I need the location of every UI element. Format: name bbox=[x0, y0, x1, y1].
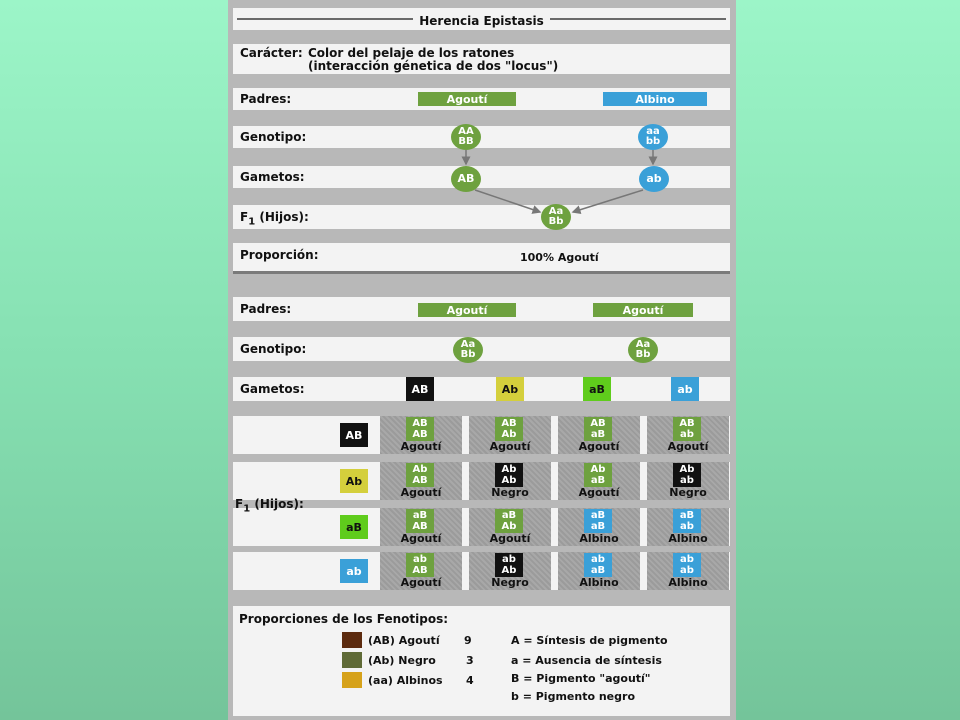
cross2-parent1-agouti: Agoutí bbox=[418, 303, 516, 317]
punnett-cell bbox=[469, 552, 551, 590]
allele-pair: ab bbox=[591, 554, 605, 565]
punnett-cell bbox=[469, 508, 551, 546]
allele-pair: AB bbox=[412, 418, 428, 429]
punnett-cell bbox=[380, 416, 462, 454]
genotype-box bbox=[584, 417, 612, 441]
f1-allele: Bb bbox=[548, 216, 564, 227]
genotype-box bbox=[495, 463, 523, 487]
allele-pair: AB bbox=[412, 565, 428, 576]
row-gamete-aB: aB bbox=[340, 515, 368, 539]
cross1-gamete2-oval: ab bbox=[639, 166, 669, 192]
phenotype-label: Albino bbox=[668, 532, 708, 545]
cross2-geno1-oval bbox=[453, 337, 483, 363]
genotype-box bbox=[584, 553, 612, 577]
geno-allele: aa bbox=[646, 126, 660, 137]
allele-pair: ab bbox=[680, 554, 694, 565]
f1-rest: (Hijos): bbox=[254, 497, 304, 511]
arrow-gamete1-to-f1 bbox=[475, 190, 540, 212]
phenotype-label: Agoutí bbox=[578, 486, 620, 499]
allele-pair: aB bbox=[590, 565, 606, 576]
punnett-cell bbox=[558, 462, 640, 500]
punnett-cell bbox=[558, 416, 640, 454]
cross2-padres-label: Padres: bbox=[240, 302, 292, 316]
punnett-cell bbox=[469, 462, 551, 500]
allele-pair: AB bbox=[412, 429, 428, 440]
legend-B: B = Pigmento "agoutí" bbox=[511, 672, 651, 685]
genotype-box bbox=[673, 463, 701, 487]
cross1-parent2-albino: Albino bbox=[603, 92, 707, 106]
punnett-cell bbox=[647, 552, 729, 590]
f1-allele: Aa bbox=[548, 206, 564, 217]
prop-albino-label: (aa) Albinos bbox=[368, 674, 443, 687]
allele-pair: aB bbox=[590, 510, 606, 521]
phenotype-label: Agoutí bbox=[578, 440, 620, 453]
allele-pair: aB bbox=[590, 475, 606, 486]
cross1-gametos-label: Gametos: bbox=[240, 170, 305, 184]
arrow-gamete2-to-f1 bbox=[573, 190, 643, 212]
punnett-cell bbox=[647, 462, 729, 500]
allele-pair: AB bbox=[412, 475, 428, 486]
gamete-ab: ab bbox=[671, 377, 699, 401]
f1-subscript: 1 bbox=[243, 503, 251, 515]
allele-pair: ab bbox=[413, 554, 427, 565]
genotype-box bbox=[673, 509, 701, 533]
geno-allele: Bb bbox=[460, 349, 476, 360]
cross2-parent2-agouti: Agoutí bbox=[593, 303, 693, 317]
f1-rest: (Hijos): bbox=[259, 210, 309, 224]
geno-allele: Aa bbox=[460, 339, 476, 350]
page-title: Herencia Epistasis bbox=[413, 14, 550, 28]
f1-letter: F bbox=[235, 497, 244, 511]
allele-pair: ab bbox=[680, 565, 694, 576]
row-gamete-ab: ab bbox=[340, 559, 368, 583]
genotype-box bbox=[406, 417, 434, 441]
punnett-cell bbox=[558, 508, 640, 546]
allele-pair: ab bbox=[680, 475, 694, 486]
proportions-band bbox=[233, 606, 730, 716]
punnett-cell bbox=[380, 552, 462, 590]
legend-A: A = Síntesis de pigmento bbox=[511, 634, 668, 647]
allele-pair: Ab bbox=[501, 521, 517, 532]
phenotype-label: Agoutí bbox=[667, 440, 709, 453]
diagram-panel bbox=[228, 0, 736, 720]
punnett-cell bbox=[647, 508, 729, 546]
phenotype-label: Negro bbox=[491, 486, 529, 499]
cross1-proporcion-value: 100% Agoutí bbox=[520, 251, 599, 264]
phenotype-label: Agoutí bbox=[489, 532, 531, 545]
caracter-label: Carácter: bbox=[240, 46, 303, 60]
genotype-box bbox=[584, 509, 612, 533]
phenotype-label: Albino bbox=[579, 576, 619, 589]
phenotype-label: Albino bbox=[579, 532, 619, 545]
swatch-albino bbox=[342, 672, 362, 688]
prop-agouti-label: (AB) Agoutí bbox=[368, 634, 440, 647]
punnett-cell bbox=[469, 416, 551, 454]
punnett-cell bbox=[647, 416, 729, 454]
proportions-title: Proporciones de los Fenotipos: bbox=[239, 612, 449, 626]
phenotype-label: Agoutí bbox=[400, 532, 442, 545]
allele-pair: Ab bbox=[501, 565, 517, 576]
caracter-line1: Color del pelaje de los ratones bbox=[308, 46, 515, 60]
cross2-f1-label bbox=[235, 497, 304, 514]
geno-allele: Aa bbox=[635, 339, 651, 350]
phenotype-label: Negro bbox=[669, 486, 707, 499]
allele-pair: aB bbox=[412, 510, 428, 521]
prop-agouti-count: 9 bbox=[464, 634, 472, 647]
genotype-box bbox=[495, 417, 523, 441]
phenotype-label: Agoutí bbox=[400, 486, 442, 499]
allele-pair: aB bbox=[590, 429, 606, 440]
cross1-padres-label: Padres: bbox=[240, 92, 292, 106]
punnett-cell bbox=[380, 462, 462, 500]
caracter-line2: (interacción génetica de dos "locus") bbox=[308, 59, 559, 73]
separator bbox=[233, 271, 730, 274]
cross2-gametos-band bbox=[233, 377, 730, 401]
genotype-box bbox=[406, 463, 434, 487]
cross1-proporcion-label: Proporción: bbox=[240, 248, 319, 262]
allele-pair: Ab bbox=[501, 475, 517, 486]
cross2-geno2-oval bbox=[628, 337, 658, 363]
punnett-cell bbox=[380, 508, 462, 546]
allele-pair: Ab bbox=[412, 464, 428, 475]
geno-allele: AA bbox=[458, 126, 474, 137]
allele-pair: Ab bbox=[501, 429, 517, 440]
phenotype-label: Agoutí bbox=[400, 576, 442, 589]
genotype-box bbox=[406, 553, 434, 577]
cross1-gamete1-oval: AB bbox=[451, 166, 481, 192]
gamete-Ab: Ab bbox=[496, 377, 524, 401]
allele-pair: aB bbox=[679, 510, 695, 521]
swatch-agouti bbox=[342, 632, 362, 648]
allele-pair: AB bbox=[679, 418, 695, 429]
prop-albino-count: 4 bbox=[466, 674, 474, 687]
cross2-genotipo-label: Genotipo: bbox=[240, 342, 307, 356]
prop-negro-count: 3 bbox=[466, 654, 474, 667]
allele-pair: AB bbox=[501, 418, 517, 429]
allele-pair: Ab bbox=[590, 464, 606, 475]
cross1-genotipo-label: Genotipo: bbox=[240, 130, 307, 144]
row-gamete-AB: AB bbox=[340, 423, 368, 447]
gamete-AB: AB bbox=[406, 377, 434, 401]
genotype-box bbox=[495, 553, 523, 577]
phenotype-label: Albino bbox=[668, 576, 708, 589]
prop-negro-label: (Ab) Negro bbox=[368, 654, 436, 667]
allele-pair: ab bbox=[680, 429, 694, 440]
cross2-gametos-label: Gametos: bbox=[240, 382, 305, 396]
cross1-parent1-agouti: Agoutí bbox=[418, 92, 516, 106]
swatch-negro bbox=[342, 652, 362, 668]
geno-allele: BB bbox=[458, 136, 474, 147]
geno-allele: bb bbox=[645, 136, 661, 147]
allele-pair: ab bbox=[502, 554, 516, 565]
allele-pair: Ab bbox=[679, 464, 695, 475]
legend-a: a = Ausencia de síntesis bbox=[511, 654, 662, 667]
cross1-proporcion-band bbox=[233, 243, 730, 271]
allele-pair: aB bbox=[501, 510, 517, 521]
genotype-box bbox=[495, 509, 523, 533]
cross1-arrows bbox=[228, 0, 736, 240]
allele-pair: aB bbox=[590, 521, 606, 532]
geno-allele: Bb bbox=[635, 349, 651, 360]
allele-pair: ab bbox=[680, 521, 694, 532]
phenotype-label: Agoutí bbox=[489, 440, 531, 453]
allele-pair: AB bbox=[590, 418, 606, 429]
row-gamete-Ab: Ab bbox=[340, 469, 368, 493]
punnett-cell bbox=[558, 552, 640, 590]
f1-letter: F bbox=[240, 210, 249, 224]
legend-b: b = Pigmento negro bbox=[511, 690, 636, 703]
genotype-box bbox=[406, 509, 434, 533]
f1-subscript: 1 bbox=[248, 216, 256, 228]
genotype-box bbox=[584, 463, 612, 487]
phenotype-label: Negro bbox=[491, 576, 529, 589]
gamete-aB: aB bbox=[583, 377, 611, 401]
genotype-box bbox=[673, 417, 701, 441]
allele-pair: Ab bbox=[501, 464, 517, 475]
genotype-box bbox=[673, 553, 701, 577]
phenotype-label: Agoutí bbox=[400, 440, 442, 453]
allele-pair: AB bbox=[412, 521, 428, 532]
